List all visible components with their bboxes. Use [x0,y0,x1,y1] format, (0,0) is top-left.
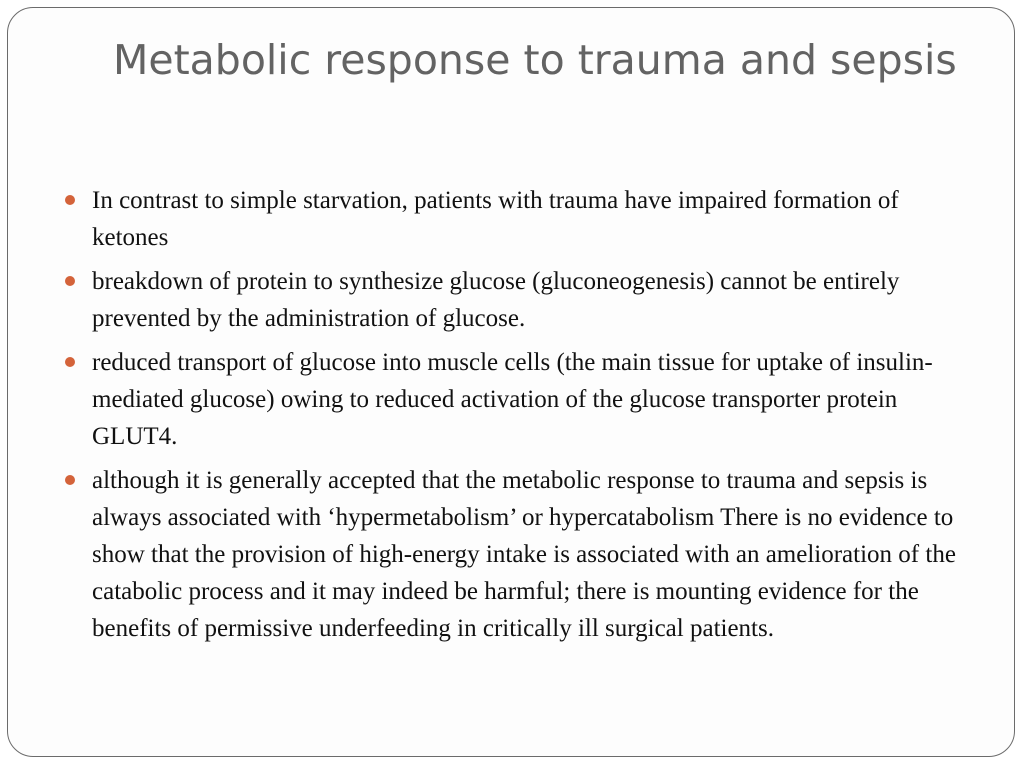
bullet-text: In contrast to simple starvation, patients with trauma have impaired formation of ketones [92,187,899,251]
bullet-dot-icon [65,276,75,286]
bullet-dot-icon [65,195,75,205]
bullet-list [60,182,965,654]
bullet-dot-icon [65,475,75,485]
bullet-text: although it is generally accepted that the metabolic response to trauma and sepsis is always associated with ‘hypermetabolism’ or hypercatabolism There is no evidence to show that the provision of high-energy intake is associated with an amelioration of the catabolic process and it may indeed be harmful; there is mounting evidence for the benefits of permissive underfeeding in critically ill surgical patients. [92,467,956,642]
bullet-text: reduced transport of glucose into muscle cells (the main tissue for uptake of insulin-mediated glucose) owing to reduced activation of the glucose transporter protein GLUT4. [92,349,933,450]
bullet-dot-icon [65,357,75,367]
bullet-item [60,182,965,256]
bullet-item [60,263,965,337]
slide-title: Metabolic response to trauma and sepsis [113,36,957,84]
bullet-item [60,462,965,647]
bullet-text: breakdown of protein to synthesize glucose (gluconeogenesis) cannot be entirely prevented by the administration of glucose. [92,268,900,332]
bullet-item [60,344,965,455]
